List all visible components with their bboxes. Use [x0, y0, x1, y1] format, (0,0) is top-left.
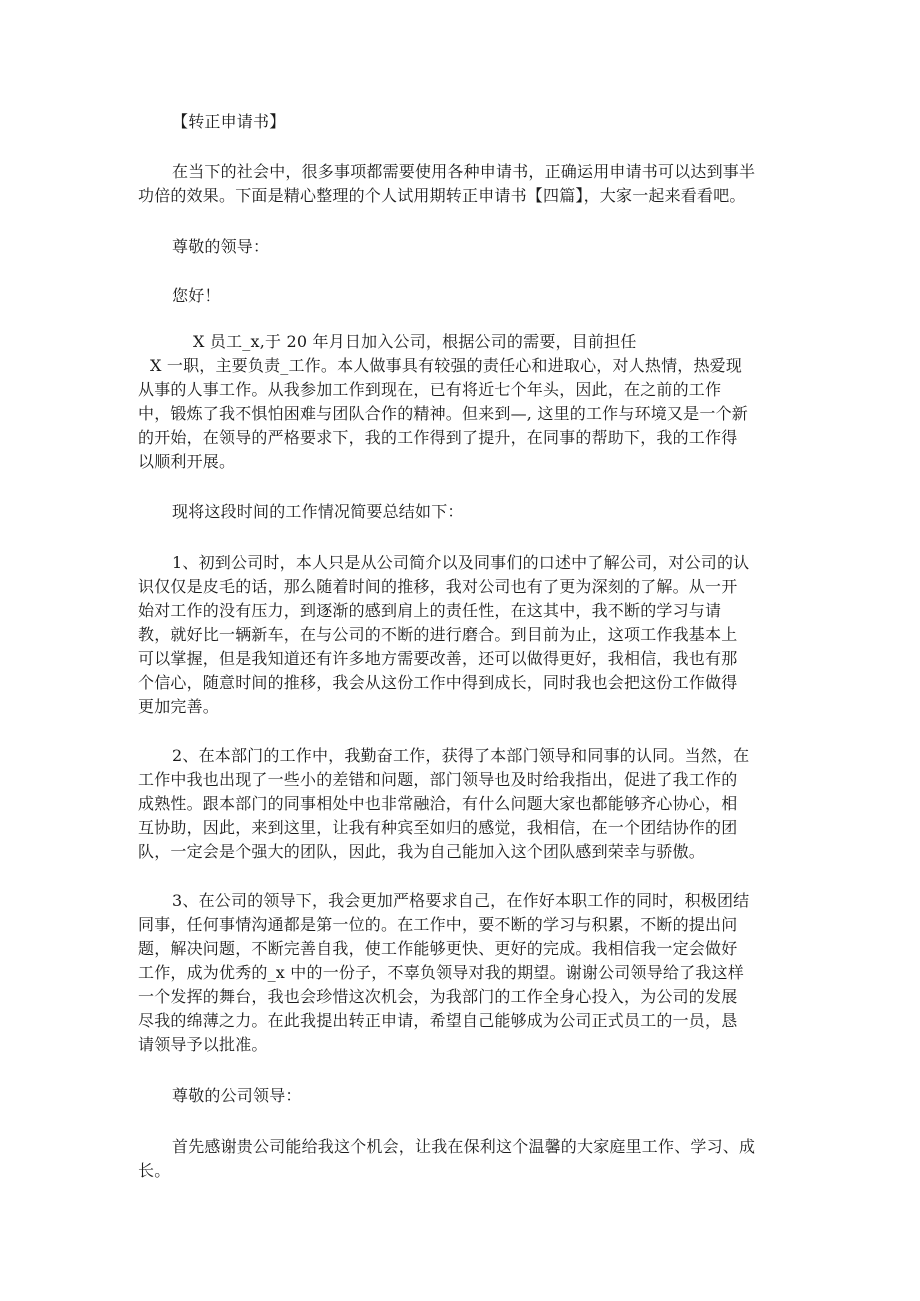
text-line: 同事，任何事情沟通都是第一位的。在工作中，要不断的学习与积累，不断的提出问 [138, 915, 738, 934]
text-line: X 一职，主要负责_工作。本人做事具有较强的责任心和进取心，对人热情，热爱现 [150, 356, 743, 375]
text-line: 长。 [138, 1161, 171, 1180]
text-line: 请领导予以批准。 [138, 1035, 268, 1054]
summary-intro: 现将这段时间的工作情况简要总结如下： [172, 502, 464, 521]
text-line: 1、初到公司时，本人只是从公司简介以及同事们的口述中了解公司，对公司的认 [172, 553, 750, 572]
text-line: 以顺利开展。 [138, 452, 236, 471]
text-line: 个信心，随意时间的推移，我会从这份工作中得到成长，同时我也会把这份工作做得 [138, 673, 738, 692]
point-1-paragraph [138, 551, 798, 719]
intro-paragraph [138, 160, 798, 208]
text-line: 始对工作的没有压力，到逐渐的感到肩上的责任性，在这其中，我不断的学习与请 [138, 601, 722, 620]
text-line: 2、在本部门的工作中，我勤奋工作，获得了本部门领导和同事的认同。当然，在 [172, 746, 750, 765]
text-line: 功倍的效果。下面是精心整理的个人试用期转正申请书【四篇】，大家一起来看看吧。 [138, 186, 746, 205]
text-line: 可以掌握，但是我知道还有许多地方需要改善，还可以做得更好，我相信，我也有那 [138, 649, 738, 668]
text-line: 3、在公司的领导下，我会更加严格要求自己，在作好本职工作的同时，积极团结 [172, 891, 750, 910]
text-line: 队，一定会是个强大的团队，因此，我为自己能加入这个团队感到荣幸与骄傲。 [138, 842, 706, 861]
closing-paragraph [138, 1135, 798, 1183]
salutation-1: 尊敬的领导： [172, 237, 270, 256]
text-line: 更加完善。 [138, 697, 220, 716]
text-line: 一个发挥的舞台，我也会珍惜这次机会，为我部门的工作全身心投入，为公司的发展 [138, 987, 738, 1006]
text-line: X 员工_x,于 20 年月日加入公司，根据公司的需要，目前担任 [193, 332, 637, 351]
text-line: 的开始，在领导的严格要求下，我的工作得到了提升，在同事的帮助下，我的工作得 [138, 428, 738, 447]
greeting: 您好！ [172, 286, 221, 305]
text-line: 识仅仅是皮毛的话，那么随着时间的推移，我对公司也有了更为深刻的了解。从一开 [138, 577, 738, 596]
document-title: 【转正申请书】 [172, 112, 286, 131]
text-line: 工作中我也出现了一些小的差错和问题，部门领导也及时给我指出，促进了我工作的 [138, 770, 738, 789]
text-line: 工作，成为优秀的_x 中的一份子，不辜负领导对我的期望。谢谢公司领导给了我这样 [138, 963, 744, 982]
point-3-paragraph [138, 889, 798, 1057]
text-line: 首先感谢贵公司能给我这个机会，让我在保利这个温馨的大家庭里工作、学习、成 [172, 1137, 756, 1156]
text-line: 教，就好比一辆新车，在与公司的不断的进行磨合。到目前为止，这项工作我基本上 [138, 625, 738, 644]
text-line: 从事的人事工作。从我参加工作到现在，已有将近七个年头，因此，在之前的工作 [138, 380, 722, 399]
text-line: 互协助，因此，来到这里，让我有种宾至如归的感觉，我相信，在一个团结协作的团 [138, 818, 738, 837]
text-line: 中，锻炼了我不惧怕困难与团队合作的精神。但来到—, 这里的工作与环境又是一个新 [138, 404, 748, 423]
text-line: 尽我的绵薄之力。在此我提出转正申请，希望自己能够成为公司正式员工的一员，恳 [138, 1011, 738, 1030]
text-line: 成熟性。跟本部门的同事相处中也非常融洽，有什么问题大家也都能够齐心协心，相 [138, 794, 738, 813]
text-line: 题，解决问题，不断完善自我，使工作能够更快、更好的完成。我相信我一定会做好 [138, 939, 738, 958]
paragraph-introduction [138, 330, 798, 474]
text-line: 在当下的社会中，很多事项都需要使用各种申请书，正确运用申请书可以达到事半 [172, 162, 756, 181]
salutation-2: 尊敬的公司领导： [172, 1086, 302, 1105]
point-2-paragraph [138, 744, 798, 864]
